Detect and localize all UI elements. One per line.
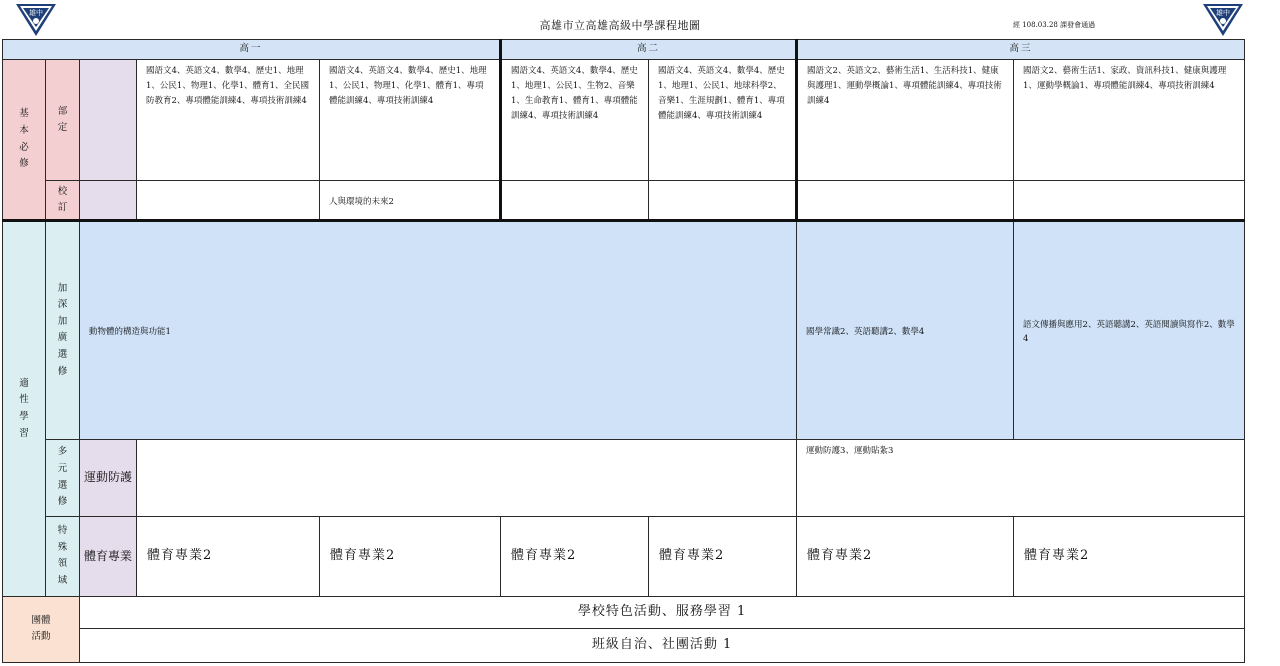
dept-sub-empty xyxy=(80,60,137,181)
svg-text:雄中: 雄中 xyxy=(1216,9,1230,17)
g3-school-a xyxy=(797,181,1014,221)
dept-label: 部定 xyxy=(46,60,80,181)
advanced-g1-g2: 動物體的構造與功能1 xyxy=(80,221,797,439)
special-g3-a: 體育專業2 xyxy=(797,516,1014,596)
multi-sub-label: 運動防護 xyxy=(80,439,137,516)
svg-text:雄中: 雄中 xyxy=(29,9,43,17)
special-g2-a: 體育專業2 xyxy=(501,516,649,596)
special-g2-b: 體育專業2 xyxy=(649,516,797,596)
page-title: 高雄市立高雄高級中學課程地圖 xyxy=(539,19,701,32)
basic-required-label: 基本必修 xyxy=(3,60,46,221)
school-sub-empty xyxy=(80,181,137,221)
g1-dept-courses-b: 國語文4、英語文4、數學4、歷史1、地理1、公民1、物理1、化學1、體育1、專項體能訓練4、專項技術訓練4 xyxy=(320,60,501,181)
special-g3-b: 體育專業2 xyxy=(1014,516,1245,596)
g1-school-b: 人與環境的未來2 xyxy=(320,181,501,221)
group-activity-line2: 班級自治、社團活動 1 xyxy=(80,628,1245,662)
special-domain-label: 特殊領域 xyxy=(46,516,80,596)
g2-dept-courses-a: 國語文4、英語文4、數學4、歷史1、地理1、公民1、生物2、音樂1、生命教育1、體育1、專項體能訓練4、專項技術訓練4 xyxy=(501,60,649,181)
grade-header-1: 高一 xyxy=(3,40,501,60)
g2-dept-courses-b: 國語文4、英語文4、數學4、歷史1、地理1、公民1、地球科學2、音樂1、生涯規劃1、體育1、專項體能訓練4、專項技術訓練4 xyxy=(649,60,797,181)
special-g1-a: 體育專業2 xyxy=(137,516,320,596)
grade-header-3: 高三 xyxy=(797,40,1245,60)
multi-elective-label: 多元選修 xyxy=(46,439,80,516)
advanced-g3-a: 國學常識2、英語聽講2、數學4 xyxy=(797,221,1014,439)
special-sub-label: 體育專業 xyxy=(80,516,137,596)
grade-header-2: 高二 xyxy=(501,40,797,60)
advanced-elective-label: 加深加廣選修 xyxy=(46,221,80,439)
g2-school-b xyxy=(649,181,797,221)
approval-note: 經 108.03.28 課發會通過 xyxy=(1013,21,1096,29)
g2-school-a xyxy=(501,181,649,221)
multi-g3: 運動防護3、運動貼紮3 xyxy=(797,439,1245,516)
g3-dept-courses-b: 國語文2、藝術生活1、家政、資訊科技1、健康與護理1、運動學概論1、專項體能訓練4、專項技術訓練4 xyxy=(1014,60,1245,181)
special-g1-b: 體育專業2 xyxy=(320,516,501,596)
advanced-g3-b: 語文傳播與應用2、英語聽講2、英語閱讀與寫作2、數學4 xyxy=(1014,221,1245,439)
g3-dept-courses-a: 國語文2、英語文2、藝術生活1、生活科技1、健康與護理1、運動學概論1、專項體能訓練4、專項技術訓練4 xyxy=(797,60,1014,181)
multi-g1-g2-empty xyxy=(137,439,797,516)
group-activity-line1: 學校特色活動、服務學習 1 xyxy=(80,596,1245,628)
g1-school-a xyxy=(137,181,320,221)
g3-school-b xyxy=(1014,181,1245,221)
adaptive-learning-label: 適性學習 xyxy=(3,221,46,597)
curriculum-map-table xyxy=(2,39,1245,663)
school-label: 校訂 xyxy=(46,181,80,221)
group-activity-label: 團體活動 xyxy=(3,596,80,662)
g1-dept-courses-a: 國語文4、英語文4、數學4、歷史1、地理1、公民1、物理1、化學1、體育1、全民國防教育2、專項體能訓練4、專項技術訓練4 xyxy=(137,60,320,181)
